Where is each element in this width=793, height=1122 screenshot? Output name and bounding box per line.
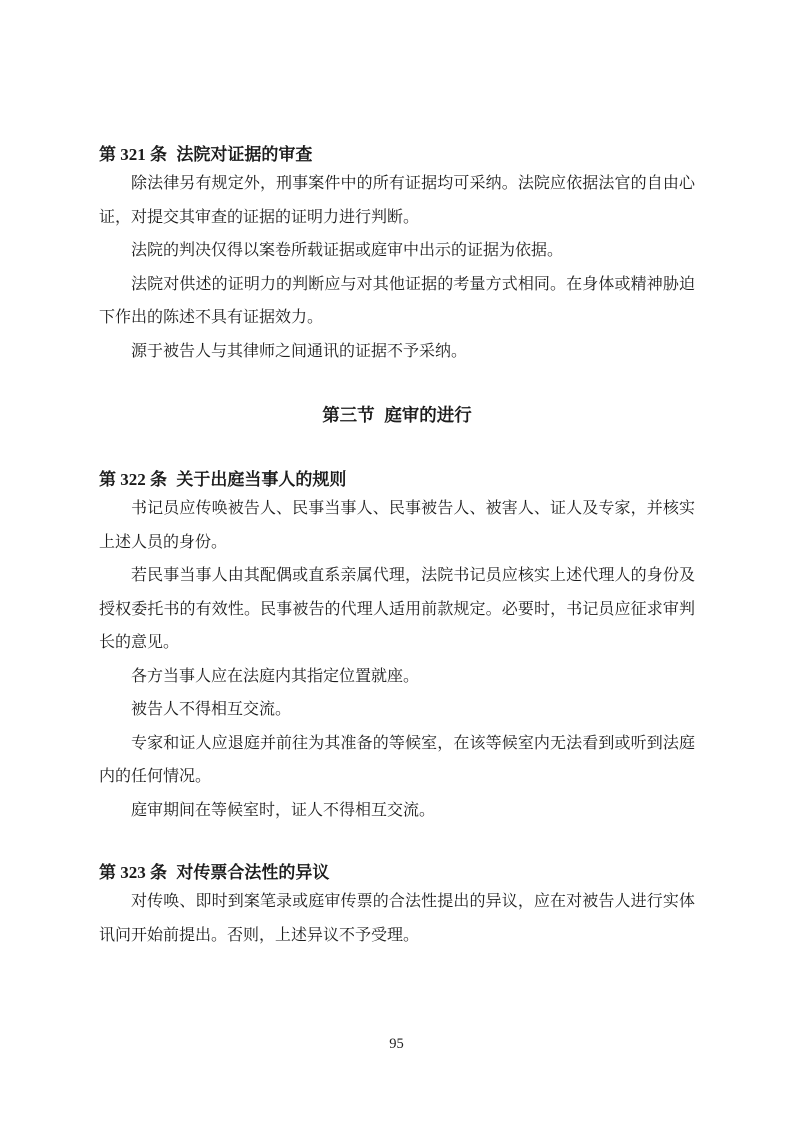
article-322-paragraph-4: 被告人不得相互交流。	[131, 701, 292, 718]
article-321-paragraph-4: 源于被告人与其律师之间通讯的证据不予采纳。	[131, 342, 468, 360]
article-323-heading	[99, 861, 695, 885]
article-322-number: 第 322 条	[99, 470, 167, 489]
article-322-paragraph-1: 书记员应传唤被告人、民事当事人、民事被告人、被害人、证人及专家，并核实上述人员的身份。	[99, 500, 695, 551]
page-footer	[0, 1034, 793, 1054]
section-3-number: 第三节	[322, 405, 375, 425]
article-322-title: 关于出庭当事人的规则	[176, 470, 347, 489]
page-content	[99, 0, 695, 952]
article-321-paragraph-2: 法院的判决仅得以案卷所载证据或庭审中出示的证据为依据。	[131, 242, 564, 259]
article-322-paragraph-2: 若民事当事人由其配偶或直系亲属代理，法院书记员应核实上述代理人的身份及授权委托书的有效性。民事被告的代理人适用前款规定。必要时，书记员应征求审判长的意见。	[99, 567, 695, 651]
article-321-number: 第 321 条	[99, 145, 167, 164]
article-321-title: 法院对证据的审查	[176, 145, 313, 164]
page-number: 95	[389, 1036, 404, 1052]
article-322-paragraph-5: 专家和证人应退庭并前往为其准备的等候室，在该等候室内无法看到或听到法庭内的任何情况。	[99, 734, 695, 785]
article-321-heading	[99, 143, 695, 167]
article-323-title: 对传票合法性的异议	[176, 863, 330, 882]
article-322-paragraph-6: 庭审期间在等候室时，证人不得相互交流。	[131, 801, 436, 819]
article-323-number: 第 323 条	[99, 863, 167, 882]
article-322-paragraph-3: 各方当事人应在法庭内其指定位置就座。	[131, 667, 420, 685]
article-321-paragraph-1: 除法律另有规定外，刑事案件中的所有证据均可采纳。法院应依据法官的自由心证，对提交其审查的证据的证明力进行判断。	[99, 175, 695, 226]
section-3-title: 庭审的进行	[384, 405, 472, 425]
article-323-paragraph-1: 对传唤、即时到案笔录或庭审传票的合法性提出的异议，应在对被告人进行实体讯问开始前提出。否则，上述异议不予受理。	[99, 893, 695, 944]
article-321-paragraph-3: 法院对供述的证明力的判断应与对其他证据的考量方式相同。在身体或精神胁迫下作出的陈述不具有证据效力。	[99, 275, 695, 326]
article-322-heading	[99, 468, 695, 492]
section-3-heading	[99, 402, 695, 428]
